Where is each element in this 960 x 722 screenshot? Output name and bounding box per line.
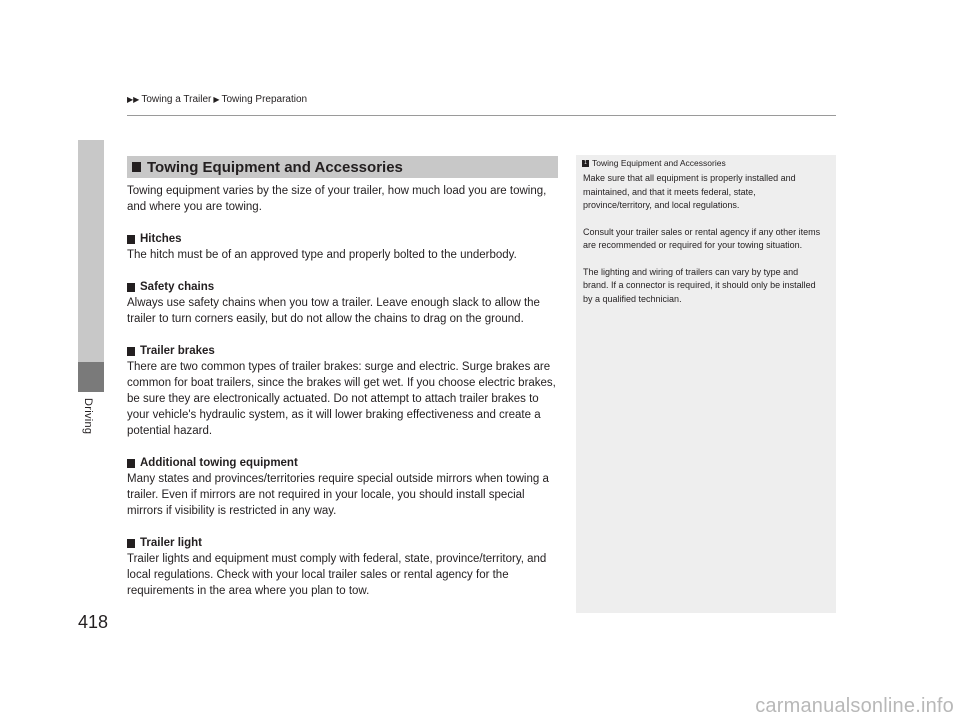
subsection-heading: Trailer light — [140, 537, 202, 549]
square-bullet-icon — [127, 539, 135, 548]
sidenote-paragraph: Make sure that all equipment is properly installed and maintained, and that it meets federal, state, province/territory, and local regulations. — [583, 173, 796, 210]
square-bullet-icon — [127, 459, 135, 468]
square-bullet-icon — [127, 347, 135, 356]
sidenote-paragraph: Consult your trailer sales or rental agency if any other items are recommended or required for your towing situation. — [583, 226, 821, 250]
subsection-text: There are two common types of trailer brakes: surge and electric. Surge brakes are common for boat trailers, since the brakes will get wet. If you choose electric brakes, be sure they are electronically actuated. Do not attempt to attach trailer brakes to your vehicle's hydraulic system, as it will lower braking effectiveness and create a potential hazard. — [127, 361, 556, 437]
intro-text: Towing equipment varies by the size of your trailer, how much load you are towing, and where you are towing. — [127, 185, 547, 213]
square-bullet-icon — [132, 162, 141, 172]
main-content — [127, 183, 558, 615]
subsection-hitches — [127, 231, 558, 263]
subsection-text: Always use safety chains when you tow a trailer. Leave enough slack to allow the trailer to turn corners easily, but do not allow the chains to drag on the ground. — [127, 297, 540, 325]
square-bullet-icon — [127, 235, 135, 244]
square-bullet-icon — [127, 283, 135, 292]
side-tab-label: Driving — [82, 398, 94, 435]
sidenote-header — [576, 155, 836, 168]
subsection-trailer-light — [127, 535, 558, 599]
subsection-heading: Hitches — [140, 233, 182, 245]
subsection-text: Many states and provinces/territories require special outside mirrors when towing a trailer. Even if mirrors are not required in your locale, you should install special mirrors if visibility is restricted in any way. — [127, 473, 549, 517]
subsection-heading: Additional towing equipment — [140, 457, 298, 469]
reference-icon: 1 — [582, 160, 589, 167]
header-divider — [127, 115, 836, 116]
subsection-additional-equipment — [127, 455, 558, 519]
breadcrumb-arrow-icon: ▶ — [213, 95, 220, 104]
subsection-text: Trailer lights and equipment must comply with federal, state, province/territory, and local regulations. Check with your local trailer sales or rental agency for the requirements in the area where you plan to tow. — [127, 553, 547, 597]
side-tab-light — [78, 140, 104, 362]
breadcrumb — [127, 94, 307, 105]
subsection-text: The hitch must be of an approved type and properly bolted to the underbody. — [127, 249, 517, 261]
section-heading — [127, 156, 558, 178]
section-title: Towing Equipment and Accessories — [147, 158, 403, 176]
sidenote-box — [576, 155, 836, 613]
breadcrumb-item[interactable]: Towing a Trailer — [141, 94, 212, 105]
sidenote-body — [576, 168, 836, 306]
sidenote-paragraph: The lighting and wiring of trailers can vary by type and brand. If a connector is required, it should only be installed by a qualified technician. — [583, 266, 816, 304]
breadcrumb-arrow-icon: ▶▶ — [127, 95, 140, 104]
subsection-trailer-brakes — [127, 343, 558, 439]
subsection-heading: Safety chains — [140, 281, 215, 293]
sidenote-title: Towing Equipment and Accessories — [592, 158, 726, 168]
page-number: 418 — [78, 612, 109, 632]
subsection-heading: Trailer brakes — [140, 345, 215, 357]
subsection-safety-chains — [127, 279, 558, 327]
breadcrumb-item[interactable]: Towing Preparation — [221, 94, 308, 105]
watermark: carmanualsonline.info — [755, 695, 954, 717]
side-tab-marker — [78, 362, 104, 392]
